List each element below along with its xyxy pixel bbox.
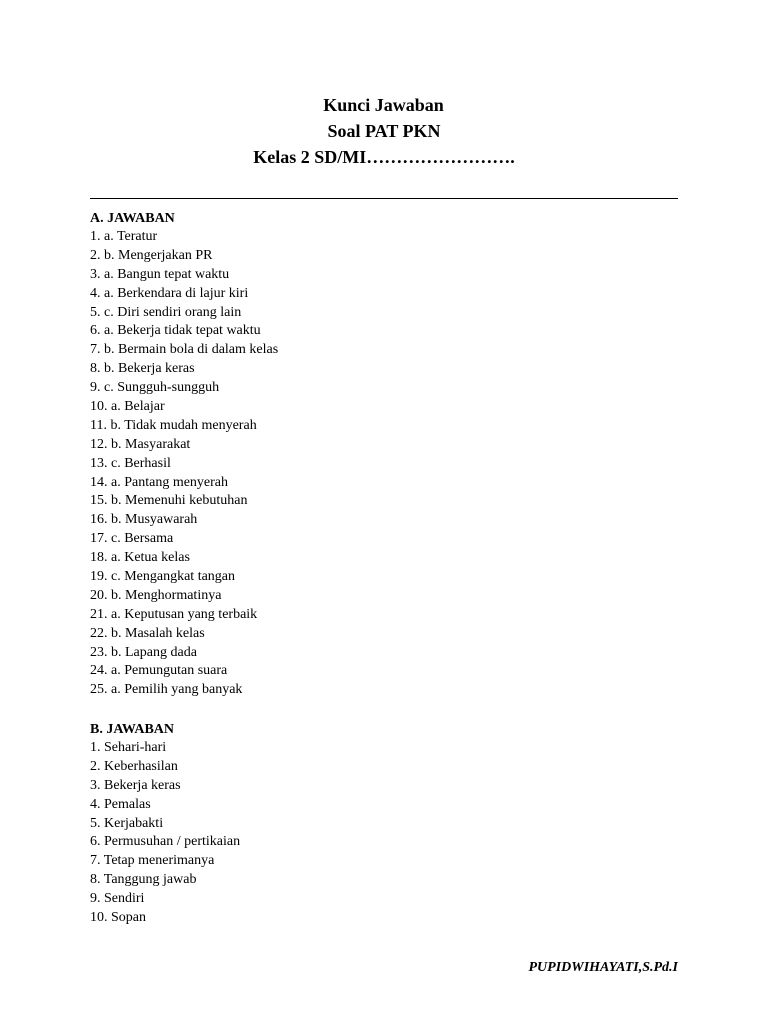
answer-item: 3. Bekerja keras xyxy=(90,777,181,793)
answer-item: 9. c. Sungguh-sungguh xyxy=(90,380,220,396)
answer-item: 2. Keberhasilan xyxy=(90,758,178,774)
horizontal-divider xyxy=(90,198,678,199)
answer-item: 14. a. Pantang menyerah xyxy=(90,474,229,490)
answer-item: 2. b. Mengerjakan PR xyxy=(90,247,213,263)
answer-item: 6. a. Bekerja tidak tepat waktu xyxy=(90,323,261,339)
section-a-answer-list xyxy=(90,228,278,700)
section-a-title: A. JAWABAN xyxy=(90,211,175,226)
answer-item: 24. a. Pemungutan suara xyxy=(90,663,228,679)
answer-item: 9. Sendiri xyxy=(90,891,145,907)
document-subtitle: Soal PAT PKN xyxy=(327,121,441,141)
answer-item: 22. b. Masalah kelas xyxy=(90,625,205,641)
document-header xyxy=(0,92,768,170)
answer-item: 18. a. Ketua kelas xyxy=(90,550,190,566)
answer-item: 4. Pemalas xyxy=(90,796,151,812)
answer-item: 19. c. Mengangkat tangan xyxy=(90,569,236,585)
section-b xyxy=(90,720,240,928)
answer-item: 1. a. Teratur xyxy=(90,229,158,244)
section-a xyxy=(90,209,278,700)
class-line: Kelas 2 SD/MI……………………. xyxy=(253,147,515,167)
answer-item: 21. a. Keputusan yang terbaik xyxy=(90,606,258,622)
answer-item: 1. Sehari-hari xyxy=(90,740,167,755)
answer-item: 3. a. Bangun tepat waktu xyxy=(90,266,230,282)
document-title: Kunci Jawaban xyxy=(323,95,444,115)
answer-item: 4. a. Berkendara di lajur kiri xyxy=(90,285,249,301)
answer-item: 11. b. Tidak mudah menyerah xyxy=(90,417,257,433)
answer-item: 12. b. Masyarakat xyxy=(90,436,191,452)
answer-item: 8. b. Bekerja keras xyxy=(90,361,195,377)
answer-item: 7. b. Bermain bola di dalam kelas xyxy=(90,342,279,358)
answer-item: 23. b. Lapang dada xyxy=(90,644,197,660)
answer-item: 25. a. Pemilih yang banyak xyxy=(90,682,243,698)
answer-item: 10. a. Belajar xyxy=(90,399,165,415)
author-signature: PUPIDWIHAYATI,S.Pd.I xyxy=(528,960,678,975)
section-b-answer-list xyxy=(90,739,240,928)
answer-item: 8. Tanggung jawab xyxy=(90,872,197,888)
answer-item: 17. c. Bersama xyxy=(90,531,174,547)
answer-item: 20. b. Menghormatinya xyxy=(90,587,222,603)
answer-item: 5. c. Diri sendiri orang lain xyxy=(90,304,242,320)
answer-item: 5. Kerjabakti xyxy=(90,815,164,831)
section-b-title: B. JAWABAN xyxy=(90,722,175,737)
answer-item: 7. Tetap menerimanya xyxy=(90,853,215,869)
answer-item: 16. b. Musyawarah xyxy=(90,512,198,528)
answer-item: 10. Sopan xyxy=(90,910,146,926)
answer-item: 13. c. Berhasil xyxy=(90,455,171,471)
answer-item: 15. b. Memenuhi kebutuhan xyxy=(90,493,248,509)
answer-item: 6. Permusuhan / pertikaian xyxy=(90,834,241,850)
